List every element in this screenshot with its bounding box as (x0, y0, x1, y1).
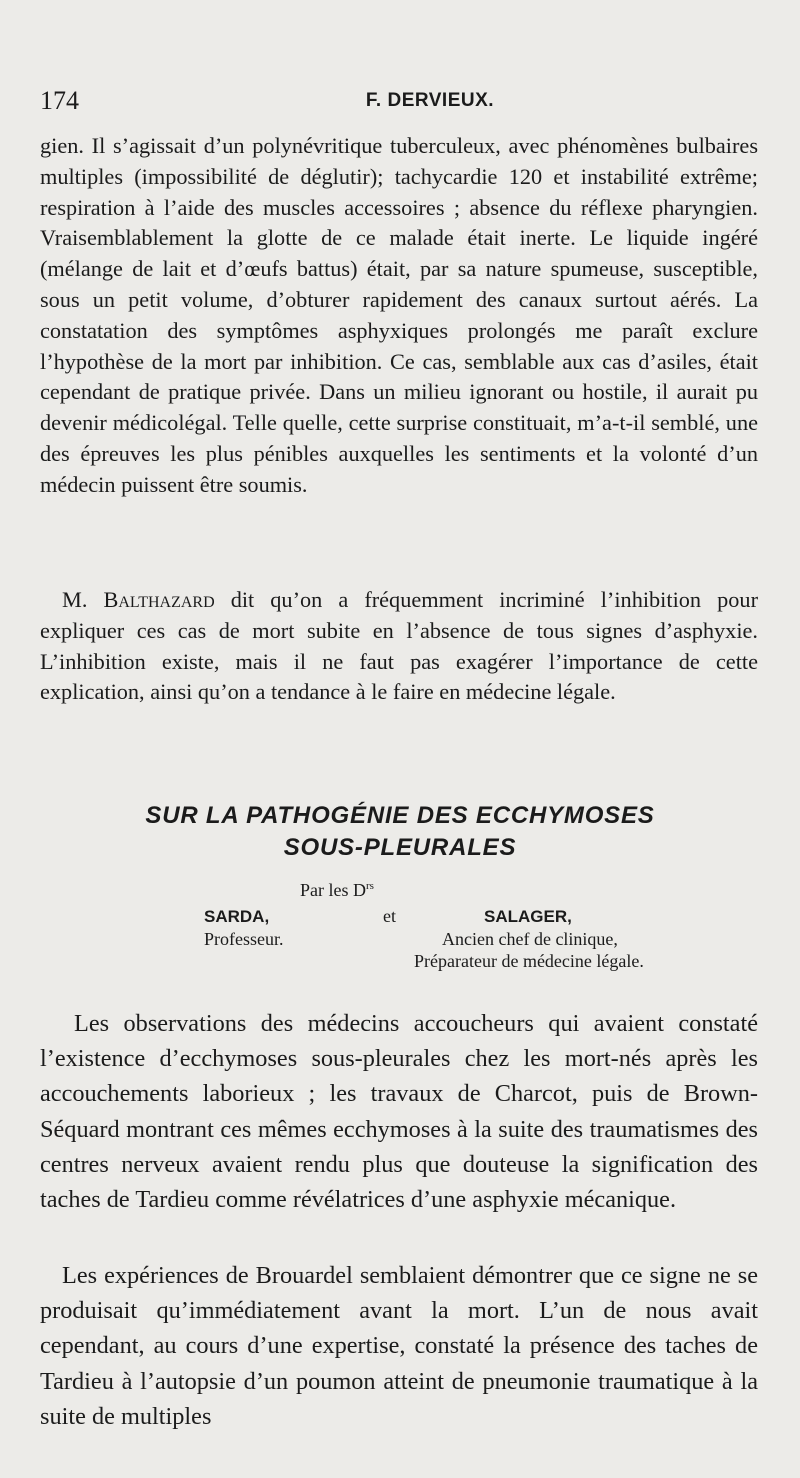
page-number: 174 (40, 86, 79, 115)
author-sarda (204, 906, 284, 950)
body-paragraph-1: gien. Il s’agissait d’un polynévritique tuberculeux, avec phénomènes bulbaires multiples (impossibilité de déglutir); tachycardie 120 et instabilité extrême; respiration à l’aide des muscles accessoires ; absence du réflexe pharyngien. Vraisemblablement la glotte de ce malade était inerte. Le liquide ingéré (mélange de lait et d’œufs battus) était, par sa nature spumeuse, susceptible, sous un petit volume, d’obturer rapidement des canaux surtout aérés. La constatation des symptômes asphyxiques prolongés me paraît exclure l’hypothèse de la mort par inhibition. Ce cas, semblable aux cas d’asiles, était cependant de pratique privée. Dans un milieu ignorant ou hostile, il aurait pu devenir médicolégal. Telle quelle, cette surprise constituait, m’a-t-il semblé, une des épreuves les plus pénibles auxquelles les sentiments et la volonté d’un médecin puissent être soumis. (40, 133, 758, 497)
author-2-name: SALAGER, (484, 907, 572, 926)
page-header (40, 86, 760, 120)
author-2-role-1: Ancien chef de clinique, (442, 929, 618, 949)
author-salager (414, 906, 644, 972)
paragraph-2-text: dit qu’on a fréquemment incriminé l’inhibition pour expliquer ces cas de mort subite en l’absence de tous signes d’asphyxie. L’inhibition existe, mais il ne faut pas exagérer l’importance de cette explication, ainsi qu’on a tendance à le faire en médecine légale. (40, 587, 758, 705)
byline-sup: rs (366, 880, 374, 892)
speaker-name: Balthazard (103, 587, 215, 612)
running-head: F. DERVIEUX. (365, 90, 495, 111)
article-title-line-2: SOUS-PLEURALES (283, 834, 517, 861)
article-title (40, 800, 760, 864)
body-paragraph-4: Les expériences de Brouardel semblaient démontrer que ce signe ne se produisait qu’immédiatement avant la mort. L’un de nous avait cependant, au cours d’une expertise, constaté la présence des taches de Tardieu à l’autopsie d’un poumon atteint de pneumonie traumatique à la suite de multiples (40, 1262, 758, 1430)
body-paragraph-3: Les observations des médecins accoucheurs qui avaient constaté l’existence d’ecchymoses sous-pleurales chez les mort-nés après les accouchements laborieux ; les travaux de Charcot, puis de Brown-Séquard montrant ces mêmes ecchymoses à la suite des traumatismes des centres nerveux avaient rendu plus que douteuse la signification des taches de Tardieu comme révélatrices d’une asphyxie mécanique. (40, 1010, 758, 1214)
author-2-role-2: Préparateur de médecine légale. (414, 951, 644, 971)
article-title-line-1: SUR LA PATHOGÉNIE DES ECCHYMOSES (145, 802, 655, 829)
author-1-role: Professeur. (204, 929, 284, 949)
paragraph-2-prefix: M. (62, 587, 104, 612)
byline (300, 880, 374, 901)
body-paragraph-2 (40, 585, 758, 708)
byline-prefix: Par les D (300, 880, 366, 900)
author-1-name: SARDA, (204, 907, 270, 926)
author-conjunction: et (383, 906, 396, 926)
